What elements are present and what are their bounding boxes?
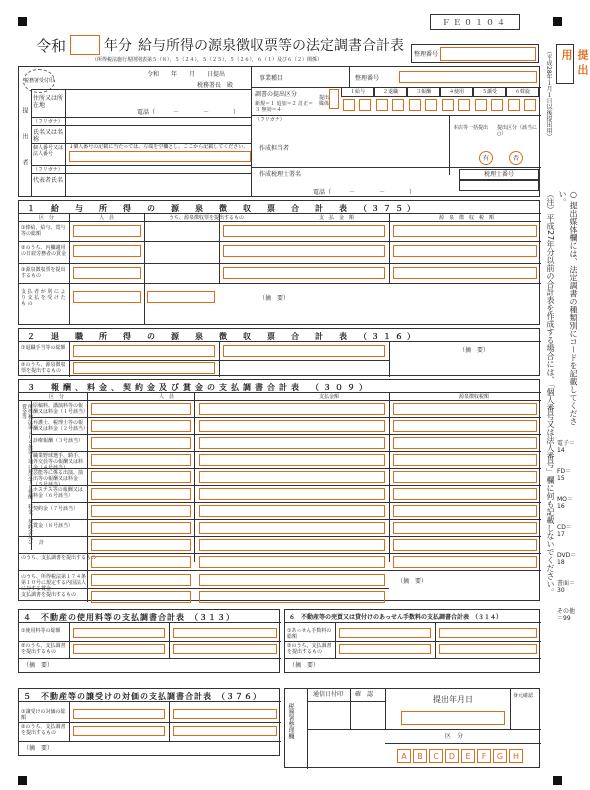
phone-label: 電話（ － － ） (137, 109, 240, 116)
tax-office-label: 税務署整理欄 (287, 703, 294, 739)
registration-mark-br (553, 776, 562, 785)
sec3-input[interactable] (199, 471, 385, 483)
tax-accountant-label: 作成税理士署名 (259, 171, 302, 178)
sec3-input[interactable] (393, 454, 537, 466)
sec4-row: ②のうち、支払調書を提出するもの (21, 643, 66, 655)
category-c[interactable]: C (429, 749, 443, 763)
media-code: FD＝15 (557, 468, 572, 482)
sec3-input[interactable] (199, 522, 385, 534)
tax-accountant-num-input[interactable] (459, 180, 539, 191)
media-input[interactable] (508, 99, 520, 111)
media-input[interactable] (524, 99, 536, 111)
submit-period: （平成28年１月１日以後提出用） (545, 48, 552, 140)
sec3-input[interactable] (393, 522, 537, 534)
subtitle: （所得税法施行規則別表第５（８），５（２４），５（２５），５（２６），６（１）及び６（２）関係） (92, 57, 323, 63)
receipt-stamp: 税務署受付印 (23, 69, 55, 93)
sec3-input[interactable] (393, 471, 537, 483)
sec3-input[interactable] (199, 539, 385, 551)
sec3-row: のうち、支払調書を提出するもの (21, 555, 97, 561)
sec3-row: 芸能等に係る出演、演出等の報酬又は料金（５号該当） (33, 470, 84, 488)
col-header: １給与 (341, 87, 374, 97)
sec1-row: ③源泉徴収票を提出するもの (21, 267, 66, 279)
media-code: 書面＝30 (557, 580, 576, 594)
sec4-remarks: （摘 要） (23, 662, 54, 669)
sec1-row: ①俸給、給与、賞与等の総額 (21, 225, 66, 237)
sec3-input[interactable] (91, 591, 191, 603)
sec3-row: 賞金（８号該当） (33, 523, 74, 529)
org-num-label: 整理番号 (355, 75, 380, 82)
submitter-block (18, 66, 540, 197)
media-input[interactable] (475, 99, 487, 111)
sec1-header: うち、源泉徴収票を提出するもの (169, 215, 245, 221)
sec3-header: 人 員 (159, 394, 175, 400)
sec3-remarks: （摘 要） (397, 578, 428, 585)
section-3 (18, 379, 540, 601)
sec3-input[interactable] (199, 574, 385, 586)
sec4-input[interactable] (73, 628, 165, 638)
furigana-label: （フリガナ） (33, 119, 63, 125)
media-codes (557, 440, 577, 636)
sec3-input[interactable] (91, 522, 191, 534)
section-3-title: ３ 報酬、料金、契約金及び賞金の支払調書合計表 （３０９） (27, 383, 371, 392)
sec3-input[interactable] (393, 403, 537, 415)
sec3-input[interactable] (91, 471, 191, 483)
sec3-input[interactable] (199, 420, 385, 432)
sec1-input[interactable] (147, 291, 215, 303)
check-label: 確 認 (355, 691, 374, 698)
sec3-input[interactable] (199, 403, 385, 415)
no-option[interactable]: 否 (509, 151, 523, 165)
sec3-row: 計 (39, 540, 45, 546)
tax-accountant-num: 税理士番号 (459, 169, 539, 180)
sec3-input[interactable] (199, 556, 385, 568)
submit-type-label: 調書の提出区分 (255, 91, 298, 98)
sec4-input[interactable] (73, 644, 165, 654)
id-check-label: 身元確認 (513, 693, 534, 699)
header-org-number-input[interactable] (440, 47, 536, 61)
furigana-right: （フリガナ） (255, 117, 285, 123)
sec4-input[interactable] (173, 644, 277, 654)
sec3-input[interactable] (199, 591, 385, 603)
sec3-input[interactable] (91, 574, 191, 586)
page-title: 給与所得の源泉徴収票等の法定調書合計表 (138, 38, 405, 54)
sec3-row: 契約金（７号該当） (33, 506, 79, 512)
media-input[interactable] (491, 99, 503, 111)
section-4-title: ４ 不動産の使用料等の支払調書合計表 （３１３） (23, 613, 235, 622)
notes-vertical-2: （注）平成27年分以前の合計表を作成する場合には、「個人番号又は法人番号」欄に何も記載しないでください。 (546, 190, 555, 597)
yes-option[interactable]: 有 (479, 151, 493, 165)
registration-mark-tl (18, 17, 27, 26)
sec3-input[interactable] (91, 420, 191, 432)
media-input[interactable] (425, 99, 437, 111)
sec6-row: ②のうち、支払調書を提出するもの (287, 643, 332, 655)
form-code: ＦＥ０１０４ (430, 14, 520, 30)
sec3-row: ホステス等の報酬又は料金（６号該当） (33, 487, 83, 499)
comm-date-label: 通信日付印 (313, 691, 344, 698)
col-header: ２退職 (374, 87, 407, 97)
sec1-row: 支 払 者 が 別 に よ り 支 払 を 受 け た も の (21, 289, 66, 307)
sec5-row: ②のうち、支払調書を提出するもの (21, 724, 66, 736)
sec3-input[interactable] (393, 437, 537, 449)
sec1-input[interactable] (73, 225, 141, 237)
sec5-input[interactable] (173, 726, 277, 736)
sec5-remarks: （摘 要） (23, 745, 54, 752)
sec3-input[interactable] (393, 505, 537, 517)
sec6-row: ①あっせん手数料の総額 (287, 628, 332, 640)
sec1-header: 源 泉 徴 収 税 額 (439, 215, 495, 221)
col-header: ４使用 (440, 87, 473, 97)
head-office-label: 本店等一括提出 (453, 125, 489, 131)
business-label: 事業種目 (259, 75, 284, 82)
category-f[interactable]: F (477, 749, 491, 763)
section-4 (18, 609, 280, 673)
col-header: ５譲受 (473, 87, 506, 97)
sec1-input[interactable] (223, 225, 385, 237)
sec3-input[interactable] (91, 437, 191, 449)
sec6-input[interactable] (339, 628, 431, 638)
media-input[interactable] (442, 99, 454, 111)
rep-phone: 電話（ － － ） (313, 189, 416, 196)
sec3-header: 区 分 (49, 394, 65, 400)
sec3-extra: のうち、所得税法第１７４条第１０号に規定する内国法人に対する賞金 (21, 574, 87, 592)
sec3-row: 原稿料、講演料等の報酬又は料金（１号該当） (33, 403, 89, 415)
category-b[interactable]: B (413, 749, 427, 763)
sec5-input[interactable] (173, 709, 277, 719)
sec3-input[interactable] (393, 420, 537, 432)
corp-number-input[interactable] (69, 151, 251, 162)
sec2-remarks: （摘 要） (459, 347, 490, 354)
address-label: 住所又は所在地 (33, 95, 64, 109)
category-h[interactable]: H (509, 749, 523, 763)
registration-mark-bl (18, 776, 27, 785)
sec1-input[interactable] (223, 267, 385, 279)
sec2-input[interactable] (223, 345, 385, 357)
media-code: DVD＝18 (557, 552, 577, 566)
category-label: 区 分 (445, 733, 464, 740)
sec3-side: 所得税法第２０４条第１項に規定する報酬、料金、契約金及び賞金等 (21, 404, 33, 544)
category-a[interactable]: A (397, 749, 411, 763)
registration-mark-tr (553, 17, 562, 26)
sec3-header: 支払金額 (319, 394, 340, 400)
sec2-row: ②のうち、源泉徴収票を提出するもの (21, 362, 66, 374)
sec1-remarks: （摘 要） (259, 295, 290, 302)
sec4-row: ①使用料等の総額 (21, 628, 61, 634)
sec3-input[interactable] (91, 454, 191, 466)
org-num-input[interactable] (399, 71, 537, 83)
rep-label: 代表者氏名 (33, 177, 64, 184)
number-note: ↓個人番号の記載に当たっては、左端を空欄とし、ここから記載してください。 (69, 144, 249, 150)
media-input[interactable] (458, 99, 470, 111)
bulk-label: 提出区分（該当に○） (497, 125, 538, 137)
sec6-remarks: （摘 要） (289, 662, 320, 669)
sec1-input[interactable] (393, 245, 537, 257)
sec2-row: ①退職手当等の総額 (21, 345, 66, 351)
section-6-title: ６ 不動産等の売買又は貸付けのあっせん手数料の支払調書合計表 （３１４） (289, 614, 502, 621)
submission-date-label: 令和 年 月 日提出 (147, 71, 226, 78)
sec5-input[interactable] (73, 709, 165, 719)
notes-vertical: ○ 提出媒体欄には、法定調書の種類別にコードを記載してください。 (558, 190, 578, 426)
col-header: ３報酬 (407, 87, 440, 97)
submit-date-label: 提出年月日 (433, 695, 473, 704)
media-input[interactable] (343, 99, 355, 111)
sec3-input[interactable] (393, 488, 537, 500)
sec3-input[interactable] (91, 539, 191, 551)
sec1-input[interactable] (223, 245, 385, 257)
sec3-input[interactable] (91, 505, 191, 517)
name-label: 氏名又は名称 (33, 129, 64, 143)
section-6 (284, 609, 540, 673)
category-d[interactable]: D (445, 749, 459, 763)
sec1-header: 区 分 (39, 215, 55, 221)
sec5-input[interactable] (73, 726, 165, 736)
submit-type-input[interactable] (329, 89, 339, 109)
category-e[interactable]: E (461, 749, 475, 763)
sec3-input[interactable] (91, 488, 191, 500)
sec6-input[interactable] (339, 644, 431, 654)
creator-label: 作成担当者 (259, 145, 290, 152)
category-g[interactable]: G (493, 749, 507, 763)
sec3-input[interactable] (199, 488, 385, 500)
sec1-input[interactable] (73, 245, 141, 257)
submit-date-input[interactable] (401, 711, 505, 725)
sec3-row: 職業野球選手、騎手、外交員等の報酬又は料金（４号該当） (33, 453, 84, 471)
number-label: 個人番号又は法人番号 (33, 145, 64, 157)
media-code: その他＝99 (557, 608, 576, 622)
sec3-input[interactable] (91, 556, 191, 568)
submitter-label: 提出者 (21, 107, 28, 185)
section-1-title: １ 給 与 所 得 の 源 泉 徴 収 票 合 計 表 （３７５） (27, 204, 419, 213)
sec3-input[interactable] (393, 556, 537, 568)
section-1 (18, 200, 540, 325)
sec3-extra: 支払調書を提出するもの (21, 592, 77, 598)
sec3-input[interactable] (393, 539, 537, 551)
media-input[interactable] (392, 99, 404, 111)
furigana-label-2: （フリガナ） (33, 167, 63, 173)
sec3-input[interactable] (199, 437, 385, 449)
section-2 (18, 328, 540, 376)
media-input[interactable] (359, 99, 371, 111)
submit-media-label: 提出媒体 (319, 95, 330, 107)
sec1-row: ②のうち、丙欄適用の日雇労務者の賃金 (21, 245, 67, 257)
section-5 (18, 688, 280, 756)
header-org-number: 整理番号 (411, 44, 539, 63)
sec6-input[interactable] (439, 628, 537, 638)
sec3-input[interactable] (199, 505, 385, 517)
sec3-input[interactable] (91, 403, 191, 415)
sec1-input[interactable] (73, 267, 141, 279)
submit-copy-marker: 提 出 用 (556, 44, 574, 84)
era-label: 令和 (36, 36, 67, 55)
sec1-header: 支 払 金 額 (319, 215, 355, 221)
sec2-input[interactable] (73, 345, 215, 357)
media-code: CD＝17 (557, 524, 572, 538)
media-input[interactable] (409, 99, 421, 111)
media-input[interactable] (376, 99, 388, 111)
sec3-header: 源泉徴収税額 (459, 394, 490, 400)
sec3-row: 診療報酬（３号該当） (33, 438, 84, 444)
submit-columns (341, 87, 541, 115)
media-code: 電子＝14 (557, 440, 576, 454)
section-2-title: ２ 退 職 所 得 の 源 泉 徴 収 票 合 計 表 （３１６） (27, 332, 419, 341)
col-header: ６斡旋 (506, 87, 539, 97)
submit-type-note: 新規＝１ 追加＝２ 訂正＝３ 無効＝４ (255, 101, 314, 113)
year-box[interactable] (70, 35, 100, 55)
sec3-input[interactable] (199, 454, 385, 466)
tax-office-head: 税務署長 殿 (197, 82, 234, 89)
sec3-row: 弁護士、税理士等の報酬又は料金（２号該当） (33, 420, 89, 432)
sec5-row: ①譲受けの対価の総額 (21, 709, 66, 721)
year-suffix: 年分 (104, 38, 133, 54)
tax-office-area (284, 688, 540, 768)
sec1-input[interactable] (73, 291, 141, 303)
sec4-input[interactable] (173, 628, 277, 638)
media-code: MO＝16 (557, 496, 573, 510)
sec1-input[interactable] (393, 225, 537, 237)
title-row (36, 34, 404, 56)
section-5-title: ５ 不動産等の譲受けの対価の支払調書合計表 （３７６） (23, 692, 262, 701)
sec1-header: 人 員 (99, 215, 115, 221)
sec6-input[interactable] (439, 644, 537, 654)
sec2-input[interactable] (73, 362, 215, 374)
sec1-input[interactable] (393, 267, 537, 279)
